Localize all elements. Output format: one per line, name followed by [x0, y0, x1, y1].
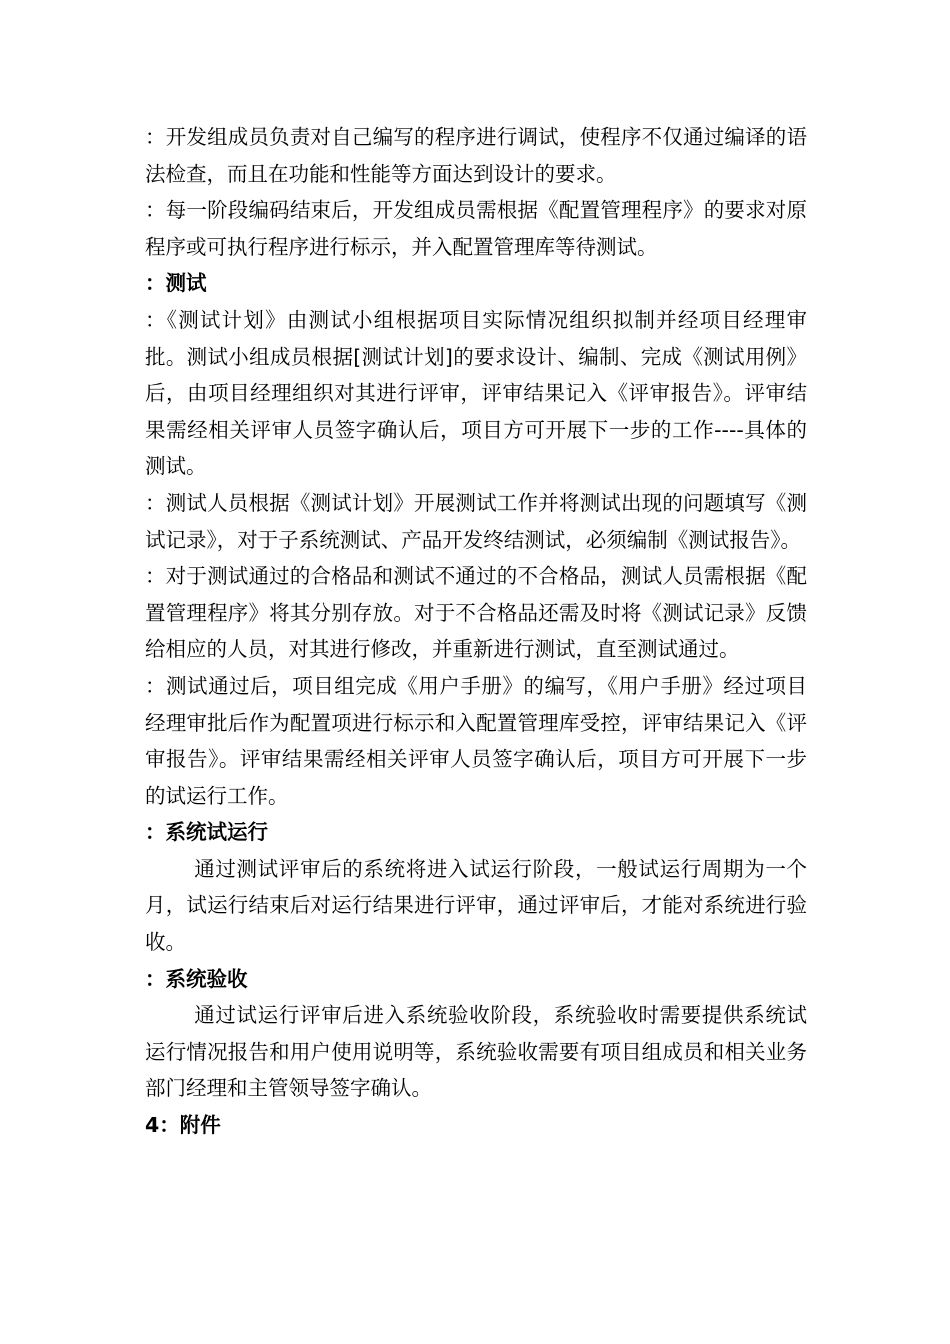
paragraph-user-manual: ：测试通过后，项目组完成《用户手册》的编写，《用户手册》经过项目经理审批后作为配置项进行标示和入配置管理库受控，评审结果记入《评审报告》。评审结果需经相关评审人员签字确认后，项目方可开展下一步的试运行工作。 [145, 673, 807, 808]
paragraph-trial-run: 通过测试评审后的系统将进入试运行阶段，一般试运行周期为一个月，试运行结束后对运行结果进行评审，通过评审后，才能对系统进行验收。 [145, 856, 807, 955]
document-body [145, 119, 807, 1144]
paragraph-test-plan: ：《测试计划》由测试小组根据项目实际情况组织拟制并经项目经理审批。测试小组成员根据[测试计划]的要求设计、编制、完成《测试用例》后，由项目经理组织对其进行评审，评审结果记入《评审报告》。评审结果需经相关评审人员签字确认后，项目方可开展下一步的工作----具体的测试。 [145, 307, 807, 479]
section-heading-testing: ：测试 [145, 271, 207, 296]
section-heading-acceptance: ：系统验收 [145, 966, 248, 991]
section-heading-attachments: 4：附件 [145, 1113, 221, 1138]
paragraph-debugging: ：开发组成员负责对自己编写的程序进行调试，使程序不仅通过编译的语法检查，而且在功能和性能等方面达到设计的要求。 [145, 125, 807, 186]
paragraph-test-records: ：测试人员根据《测试计划》开展测试工作并将测试出现的问题填写《测试记录》，对于子系统测试、产品开发终结测试，必须编制《测试报告》。 [145, 490, 807, 552]
section-heading-trial-run: ：系统试运行 [145, 820, 268, 845]
paragraph-code-marking: ：每一阶段编码结束后，开发组成员需根据《配置管理程序》的要求对原程序或可执行程序进行标示，并入配置管理库等待测试。 [145, 198, 807, 259]
paragraph-acceptance: 通过试运行评审后进入系统验收阶段，系统验收时需要提供系统试运行情况报告和用户使用说明等，系统验收需要有项目组成员和相关业务部门经理和主管领导签字确认。 [145, 1003, 807, 1101]
paragraph-nonconforming: ：对于测试通过的合格品和测试不通过的不合格品，测试人员需根据《配置管理程序》将其分别存放。对于不合格品还需及时将《测试记录》反馈给相应的人员，对其进行修改，并重新进行测试，直至测试通过。 [145, 564, 807, 662]
